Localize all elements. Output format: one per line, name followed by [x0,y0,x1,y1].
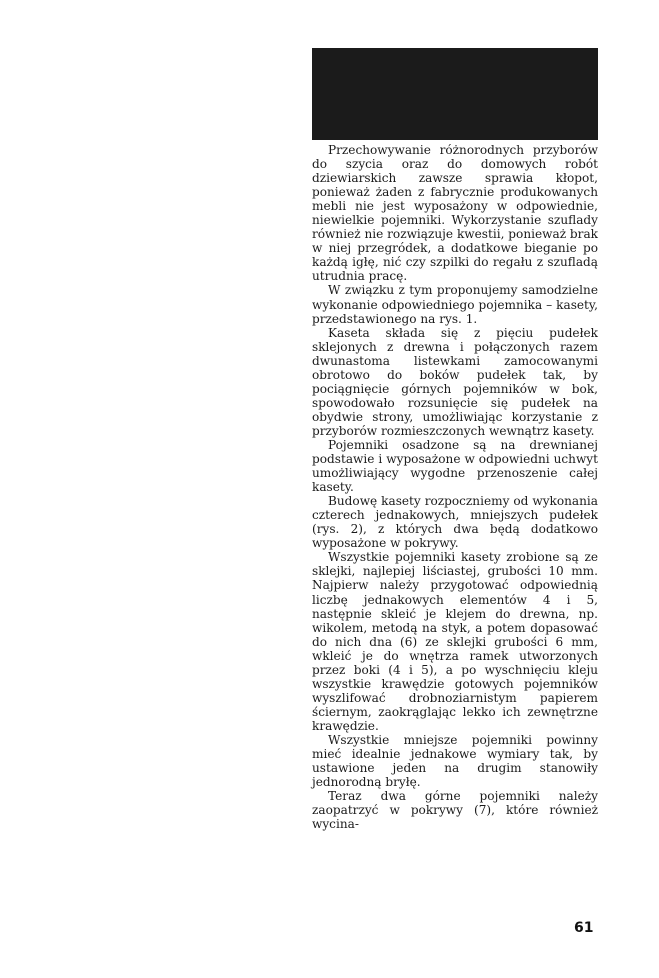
paragraph-1: Przechowywanie różnorodnych przyborów do szycia oraz do domowych robót dziewiarskich zawsze sprawia kłopot, ponieważ żaden z fabrycznie produkowanych mebli nie jest wyposażony w odpowiednie, niewielkie pojemniki. Wykorzystanie szuflady również nie rozwiązuje kwestii, ponieważ brak w niej przegródek, a dodatkowe bieganie po każdą igłę, nić czy szpilki do regału z szufladą utrudnia pracę. [312,143,598,284]
black-redacted-block [312,48,598,140]
paragraph-6: Wszystkie pojemniki kasety zrobione są ze sklejki, najlepiej liściastej, grubości 10 mm. Najpierw należy przygotować odpowiednią liczbę jednakowych elementów 4 i 5, następnie skleić je klejem do drewna, np. wikolem, metodą na styk, a potem dopasować do nich dna (6) ze sklejki grubości 6 mm, wkleić je do wnętrza ramek utworzonych przez boki (4 i 5), a po wyschnięciu kleju wszystkie krawędzie gotowych pojemników wyszlifować drobnoziarnistym papierem ściernym, zaokrąglając lekko ich zewnętrzne krawędzie. [312,550,598,733]
page-number: 61 [574,920,594,936]
article-column [312,143,598,831]
paragraph-4: Pojemniki osadzone są na drewnianej podstawie i wyposażone w odpowiedni uchwyt umożliwiający wygodne przenoszenie całej kasety. [312,437,598,495]
paragraph-7: Wszystkie mniejsze pojemniki powinny mieć idealnie jednakowe wymiary tak, by ustawione jeden na drugim stanowiły jednorodną bryłę. [312,732,598,790]
paragraph-3: Kaseta składa się z pięciu pudełek sklejonych z drewna i połączonych razem dwunastoma listewkami zamocowanymi obrotowo do boków pudełek tak, by pociągnięcie górnych pojemników w bok, spowodowało rozsunięcie się pudełek na obydwie strony, umożliwiając korzystanie z przyborów rozmieszczonych wewnątrz kasety. [312,325,598,438]
paragraph-8: Teraz dwa górne pojemniki należy zaopatrzyć w pokrywy (7), które również wycina- [312,789,598,832]
paragraph-5: Budowę kasety rozpoczniemy od wykonania czterech jednakowych, mniejszych pudełek (rys. 2), z których dwa będą dodatkowo wyposażone w pokrywy. [312,494,598,551]
paragraph-2: W związku z tym proponujemy samodzielne wykonanie odpowiedniego pojemnika – kasety, przedstawionego na rys. 1. [312,283,598,326]
